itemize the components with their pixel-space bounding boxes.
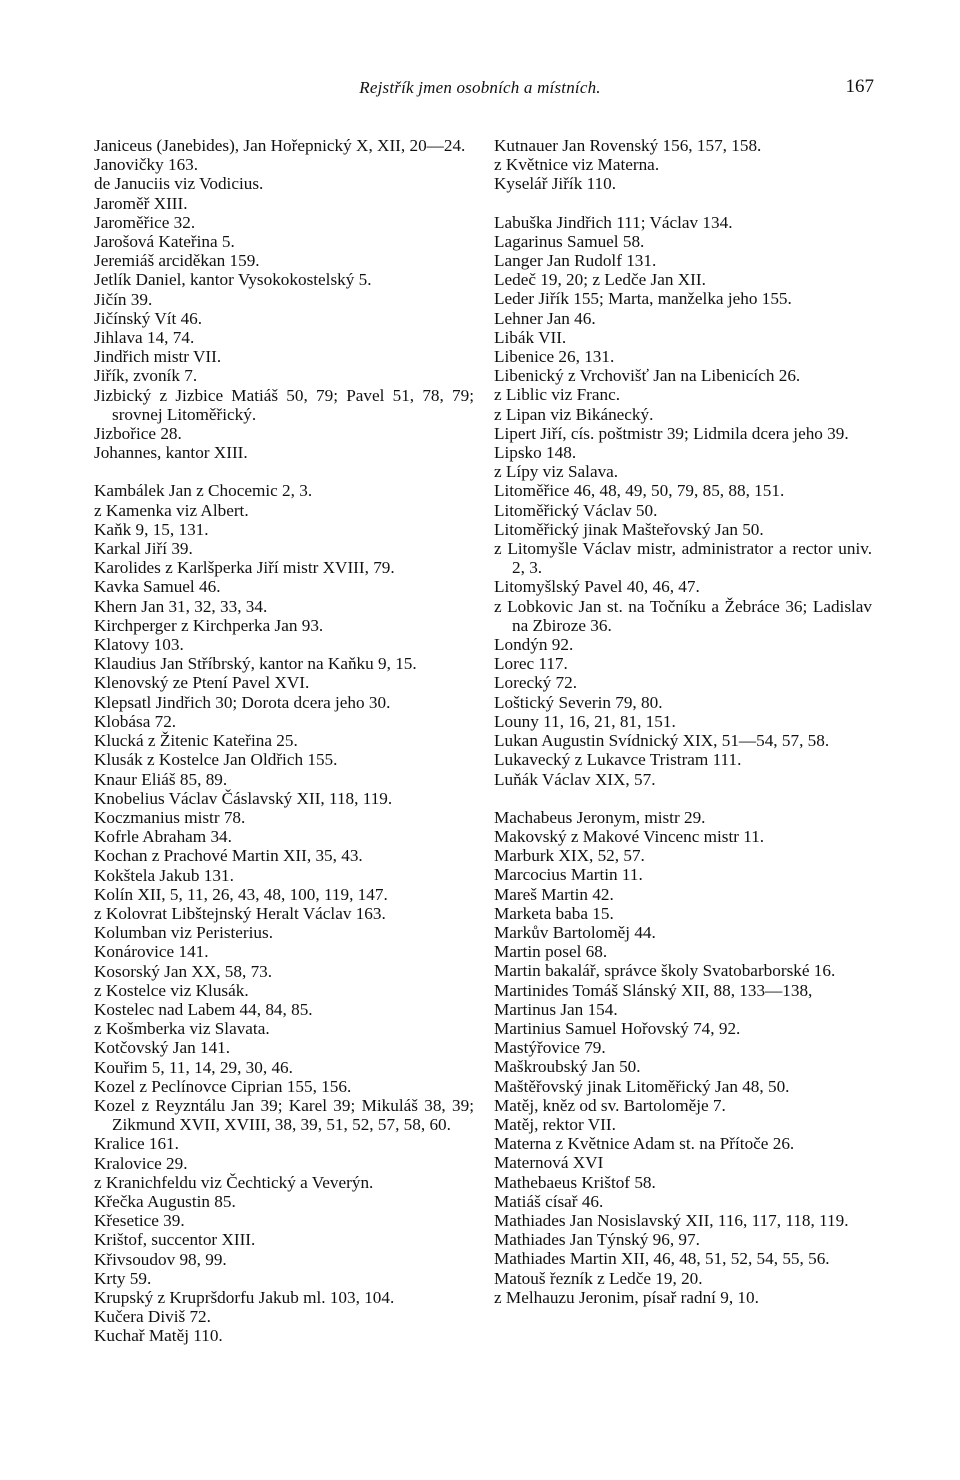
index-entry: Klatovy 103. xyxy=(94,635,184,655)
index-entry: Lukan Augustin Svídnický XIX, 51—54, 57, 58. xyxy=(494,731,830,751)
index-entry: Kavka Samuel 46. xyxy=(94,577,221,597)
index-entry: Ledeč 19, 20; z Ledče Jan XII. xyxy=(494,270,706,290)
page-number: 167 xyxy=(845,76,874,97)
index-entry: Kozel z Peclínovce Ciprian 155, 156. xyxy=(94,1076,352,1096)
index-entry: Kozel z Reyzntálu Jan 39; Karel 39; Mikuláš 38, 39; Zikmund XVII, XVIII, 38, 39, 51, 52, 57, 58, 60. xyxy=(94,1095,474,1135)
index-entry: Mathiades Jan Nosislavský XII, 116, 117, 118, 119. xyxy=(494,1210,849,1230)
index-entry: Klaudius Jan Stříbrský, kantor na Kaňku 9, 15. xyxy=(94,654,417,674)
index-entry: Mastýřovice 79. xyxy=(494,1038,606,1058)
index-entry: Marburk XIX, 52, 57. xyxy=(494,846,645,866)
index-entry: Lorecký 72. xyxy=(494,673,578,693)
section-gap xyxy=(494,789,872,808)
index-entry: Matěj, rektor VII. xyxy=(494,1114,616,1134)
index-entry: Karkal Jiří 39. xyxy=(94,539,193,559)
index-entry: Marcocius Martin 11. xyxy=(494,865,643,885)
index-entry: Knobelius Václav Čáslavský XII, 118, 119. xyxy=(94,788,393,808)
index-entry: Kralovice 29. xyxy=(94,1153,188,1173)
index-entry: Krty 59. xyxy=(94,1268,152,1288)
index-entry: Maternová XVI xyxy=(494,1153,604,1173)
index-entry: Khern Jan 31, 32, 33, 34. xyxy=(94,596,268,616)
index-entry: Maškroubský Jan 50. xyxy=(494,1057,641,1077)
index-entry: z Kranichfeldu viz Čechtický a Veverýn. xyxy=(94,1172,374,1192)
index-entry: Mareš Martin 42. xyxy=(494,884,614,904)
index-column-right xyxy=(494,136,872,1307)
index-entry: Kostelec nad Labem 44, 84, 85. xyxy=(94,999,313,1019)
index-entry: Jičín 39. xyxy=(94,289,153,309)
index-entry: Langer Jan Rudolf 131. xyxy=(494,251,657,271)
index-entry: Kučera Diviš 72. xyxy=(94,1307,211,1327)
index-entry: Lipert Jiří, cís. poštmistr 39; Lidmila dcera jeho 39. xyxy=(494,423,849,443)
index-entry: Janiceus (Janebides), Jan Hořepnický X, XII, 20—24. xyxy=(94,136,466,155)
index-entry: Johannes, kantor XIII. xyxy=(94,443,248,463)
page-header xyxy=(0,78,960,102)
index-entry: Marketa baba 15. xyxy=(494,903,614,923)
index-entry: Londýn 92. xyxy=(494,635,574,655)
index-entry: Jarošová Kateřina 5. xyxy=(94,232,235,252)
index-entry: Louny 11, 16, 21, 81, 151. xyxy=(494,711,676,731)
index-entry: Lehner Jan 46. xyxy=(494,308,596,328)
index-entry: Kuchař Matěj 110. xyxy=(94,1326,223,1346)
index-entry: Kutnauer Jan Rovenský 156, 157, 158. xyxy=(494,136,762,155)
index-entry: Lorec 117. xyxy=(494,654,568,674)
index-entry: z Lobkovic Jan st. na Točníku a Žebráce 36; Ladislav na Zbiroze 36. xyxy=(494,596,872,635)
index-entry: Kolumban viz Peristerius. xyxy=(94,923,274,943)
index-entry: Krupský z Krupršdorfu Jakub ml. 103, 104. xyxy=(94,1287,395,1307)
index-entry: Jizbický z Jizbice Matiáš 50, 79; Pavel 51, 78, 79; srovnej Litoměřický. xyxy=(94,385,474,424)
index-entry: Martin bakalář, správce školy Svatobarborské 16. xyxy=(494,961,836,981)
index-entry: Mathebaeus Krištof 58. xyxy=(494,1172,656,1192)
index-entry: Jiřík, zvoník 7. xyxy=(94,366,198,386)
index-entry: Konárovice 141. xyxy=(94,942,209,962)
index-entry: z Květnice viz Materna. xyxy=(494,155,660,175)
index-entry: Libenický z Vrchovišť Jan na Libenicích 26. xyxy=(494,366,801,386)
index-entry: z Lípy viz Salava. xyxy=(494,462,619,482)
running-title: Rejstřík jmen osobních a místních. xyxy=(359,78,601,97)
index-entry: Libák VII. xyxy=(494,327,567,347)
index-entry: Luňák Václav XIX, 57. xyxy=(494,769,656,789)
index-entry: Klusák z Kostelce Jan Oldřich 155. xyxy=(94,750,338,770)
index-entry: Litoměřice 46, 48, 49, 50, 79, 85, 88, 151. xyxy=(494,481,785,501)
index-entry: Kaňk 9, 15, 131. xyxy=(94,519,209,539)
index-entry: Kochan z Prachové Martin XII, 35, 43. xyxy=(94,846,363,866)
index-entry: Jetlík Daniel, kantor Vysokokostelský 5. xyxy=(94,270,372,290)
index-entry: Lipsko 148. xyxy=(494,443,577,463)
index-entry: Machabeus Jeronym, mistr 29. xyxy=(494,807,706,827)
section-gap xyxy=(494,194,872,213)
index-entry: Klobása 72. xyxy=(94,711,177,731)
index-entry: Litoměřický Václav 50. xyxy=(494,500,658,520)
index-entry: Markův Bartoloměj 44. xyxy=(494,922,656,942)
index-entry: Maštěřovský jinak Litoměřický Jan 48, 50. xyxy=(494,1076,790,1096)
index-entry: Matěj, kněz od sv. Bartoloměje 7. xyxy=(494,1095,726,1115)
index-entry: Labuška Jindřich 111; Václav 134. xyxy=(494,212,733,232)
index-entry: Jičínský Vít 46. xyxy=(94,308,203,328)
index-entry: Koczmanius mistr 78. xyxy=(94,807,246,827)
index-entry: Kralice 161. xyxy=(94,1134,179,1154)
index-entry: Kouřim 5, 11, 14, 29, 30, 46. xyxy=(94,1057,293,1077)
index-entry: Litomyšlský Pavel 40, 46, 47. xyxy=(494,577,700,597)
index-entry: z Liblic viz Franc. xyxy=(494,385,620,405)
index-entry: Křečka Augustin 85. xyxy=(94,1191,236,1211)
index-entry: Makovský z Makové Vincenc mistr 11. xyxy=(494,826,765,846)
index-entry: Matouš řezník z Ledče 19, 20. xyxy=(494,1268,703,1288)
index-entry: Lagarinus Samuel 58. xyxy=(494,231,645,251)
index-entry: Kotčovský Jan 141. xyxy=(94,1038,231,1058)
index-entry: Kyselář Jiřík 110. xyxy=(494,174,617,194)
index-entry: Litoměřický jinak Mašteřovský Jan 50. xyxy=(494,519,764,539)
index-entry: z Kamenka viz Albert. xyxy=(94,500,249,520)
section-gap xyxy=(94,462,474,481)
index-entry: Klucká z Žitenic Kateřina 25. xyxy=(94,731,298,751)
index-entry: Jaroměřice 32. xyxy=(94,212,196,232)
index-entry: Jizbořice 28. xyxy=(94,424,182,444)
index-entry: Kosorský Jan XX, 58, 73. xyxy=(94,961,273,981)
index-entry: Janovičky 163. xyxy=(94,155,199,175)
index-entry: Krištof, succentor XIII. xyxy=(94,1230,256,1250)
index-entry: Martinides Tomáš Slánský XII, 88, 133—138, xyxy=(494,980,813,1000)
index-entry: Loštický Severin 79, 80. xyxy=(494,692,663,712)
index-entry: Materna z Květnice Adam st. na Přítoče 26. xyxy=(494,1134,795,1154)
index-entry: de Januciis viz Vodicius. xyxy=(94,174,264,194)
index-entry: Křivsoudov 98, 99. xyxy=(94,1249,227,1269)
index-entry: Libenice 26, 131. xyxy=(494,347,615,367)
index-entry: Matiáš císař 46. xyxy=(494,1191,604,1211)
index-entry: z Lipan viz Bikánecký. xyxy=(494,404,654,424)
index-entry: Martinius Samuel Hořovský 74, 92. xyxy=(494,1018,741,1038)
index-entry: Kirchperger z Kirchperka Jan 93. xyxy=(94,615,324,635)
index-entry: Kolín XII, 5, 11, 26, 43, 48, 100, 119, 147. xyxy=(94,884,388,904)
index-entry: Jindřich mistr VII. xyxy=(94,347,222,367)
index-entry: z Kolovrat Libštejnský Heralt Václav 163. xyxy=(94,903,386,923)
index-entry: Klenovský ze Ptení Pavel XVI. xyxy=(94,673,310,693)
index-entry: Kokštela Jakub 131. xyxy=(94,865,234,885)
index-entry: Martinus Jan 154. xyxy=(494,999,618,1019)
index-entry: Kofrle Abraham 34. xyxy=(94,827,232,847)
index-entry: Jihlava 14, 74. xyxy=(94,328,195,348)
index-entry: Karolides z Karlšperka Jiří mistr XVIII, 79. xyxy=(94,558,395,578)
index-entry: Křesetice 39. xyxy=(94,1211,185,1231)
index-entry: Lukavecký z Lukavce Tristram 111. xyxy=(494,750,742,770)
index-entry: Knaur Eliáš 85, 89. xyxy=(94,769,228,789)
index-entry: Jaroměř XIII. xyxy=(94,193,188,213)
index-entry: Martin posel 68. xyxy=(494,942,608,962)
index-column-left xyxy=(94,136,474,1346)
index-entry: Kambálek Jan z Chocemic 2, 3. xyxy=(94,481,313,501)
index-entry: Klepsatl Jindřich 30; Dorota dcera jeho 30. xyxy=(94,692,391,712)
index-entry: z Melhauzu Jeronim, písař radní 9, 10. xyxy=(494,1287,759,1307)
index-entry: Leder Jiřík 155; Marta, manželka jeho 155. xyxy=(494,289,792,309)
index-entry: Mathiades Jan Týnský 96, 97. xyxy=(494,1230,700,1250)
index-entry: Mathiades Martin XII, 46, 48, 51, 52, 54, 55, 56. xyxy=(494,1249,830,1269)
index-entry: z Košmberka viz Slavata. xyxy=(94,1019,270,1039)
index-entry: Jeremiáš arciděkan 159. xyxy=(94,251,260,271)
index-entry: z Litomyšle Václav mistr, administrator a rector univ. 2, 3. xyxy=(494,539,872,578)
index-entry: z Kostelce viz Klusák. xyxy=(94,980,249,1000)
